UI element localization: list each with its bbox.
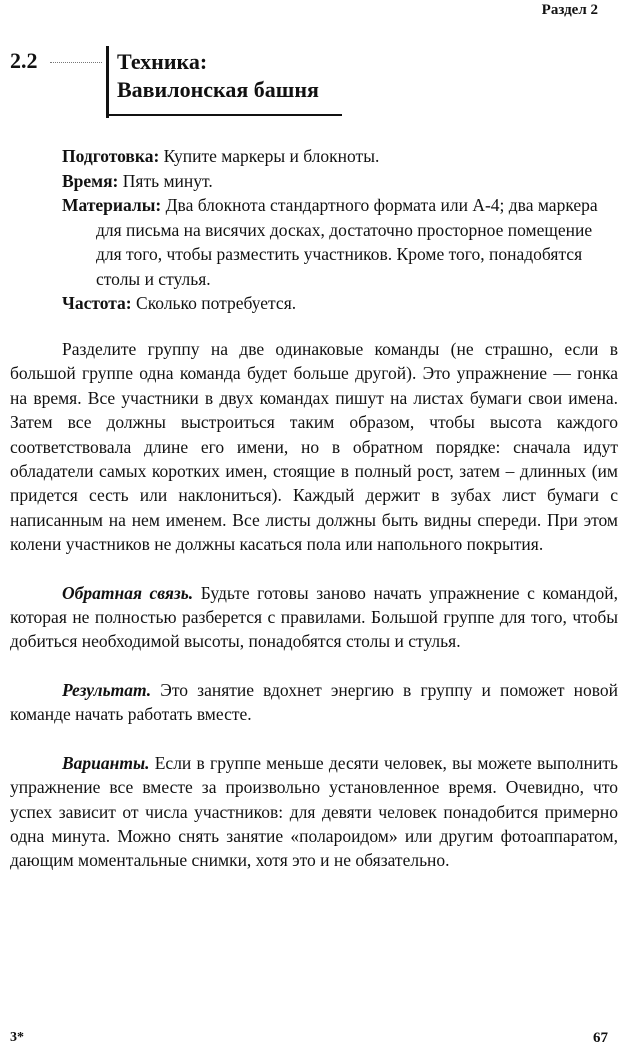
paragraph-instructions: Разделите группу на две одинаковые команды (не страшно, если в большой группе одна команда будет больше другой). Это упражнение — гонка на время. Все участники в двух командах пишут на листах бумаги свои имена. Затем все должны выстроиться таким образом, чтобы высота каждого соответствовала длине его имени, но в обратном порядке: сначала идут обладатели самых коротких имен, стоящие в полный рост, затем – длинных (им придется сесть или наклониться). Каждый держит в зубах лист бумаги с написанным на нем именем. Все листы должны быть видны спереди. При этом колени участников не должны касаться пола или напольного покрытия.	[10, 339, 618, 555]
section-title-line1: Техника:	[117, 49, 208, 74]
info-materials-label: Материалы:	[62, 195, 162, 215]
result-text: Это занятие вдохнет энергию в группу и поможет новой команде начать работать вместе.	[10, 679, 619, 725]
section-leader-rule	[50, 62, 102, 63]
result-label: Результат.	[62, 679, 152, 700]
info-frequency-label: Частота:	[62, 293, 132, 313]
info-block	[62, 144, 620, 316]
paragraph-feedback	[10, 581, 618, 654]
section-title	[117, 48, 319, 104]
info-time-text: Пять минут.	[122, 170, 213, 191]
paragraph-result	[10, 678, 618, 727]
info-time-label: Время:	[62, 170, 119, 191]
info-materials-text: Два блокнота стандартного формата или А-4; два маркера для письма на висячих досках, достаточно просторное помещение для того, чтобы разместить участников. Кроме того, понадобятся столы и стулья.	[96, 195, 598, 289]
feedback-text: Будьте готовы заново начать упражнение с командой, которая не полностью разберется с правилами. Большой группе для того, чтобы добиться необходимой высоты, понадобятся столы и стулья.	[10, 582, 619, 652]
paragraph-variants	[10, 751, 618, 873]
variants-label: Варианты.	[62, 752, 150, 773]
running-head: Раздел 2	[541, 2, 598, 18]
info-preparation	[62, 144, 620, 169]
title-bar-rule	[106, 46, 109, 118]
feedback-label: Обратная связь.	[62, 582, 194, 603]
section-title-line2: Вавилонская башня	[117, 77, 319, 102]
variants-text: Если в группе меньше десяти человек, вы можете выполнить упражнение все вместе за произвольно установленное время. Очевидно, что успех зависит от числа участников: для девяти человек понадобится примерно одна минута. Можно снять занятие «полароидом» или другим фотоаппаратом, дающим моментальные снимки, хотя это и не обязательно.	[10, 752, 619, 871]
page-number: 67	[593, 1030, 608, 1046]
info-time	[62, 169, 620, 194]
section-number: 2.2	[10, 48, 38, 73]
info-frequency-text: Сколько потребуется.	[136, 293, 297, 313]
info-preparation-text: Купите маркеры и блокноты.	[163, 146, 380, 166]
info-preparation-label: Подготовка:	[62, 146, 160, 166]
signature-mark: 3*	[10, 1030, 24, 1045]
body-text	[10, 337, 618, 897]
title-underline-rule	[106, 114, 342, 116]
info-materials	[62, 193, 620, 291]
info-frequency	[62, 291, 620, 316]
